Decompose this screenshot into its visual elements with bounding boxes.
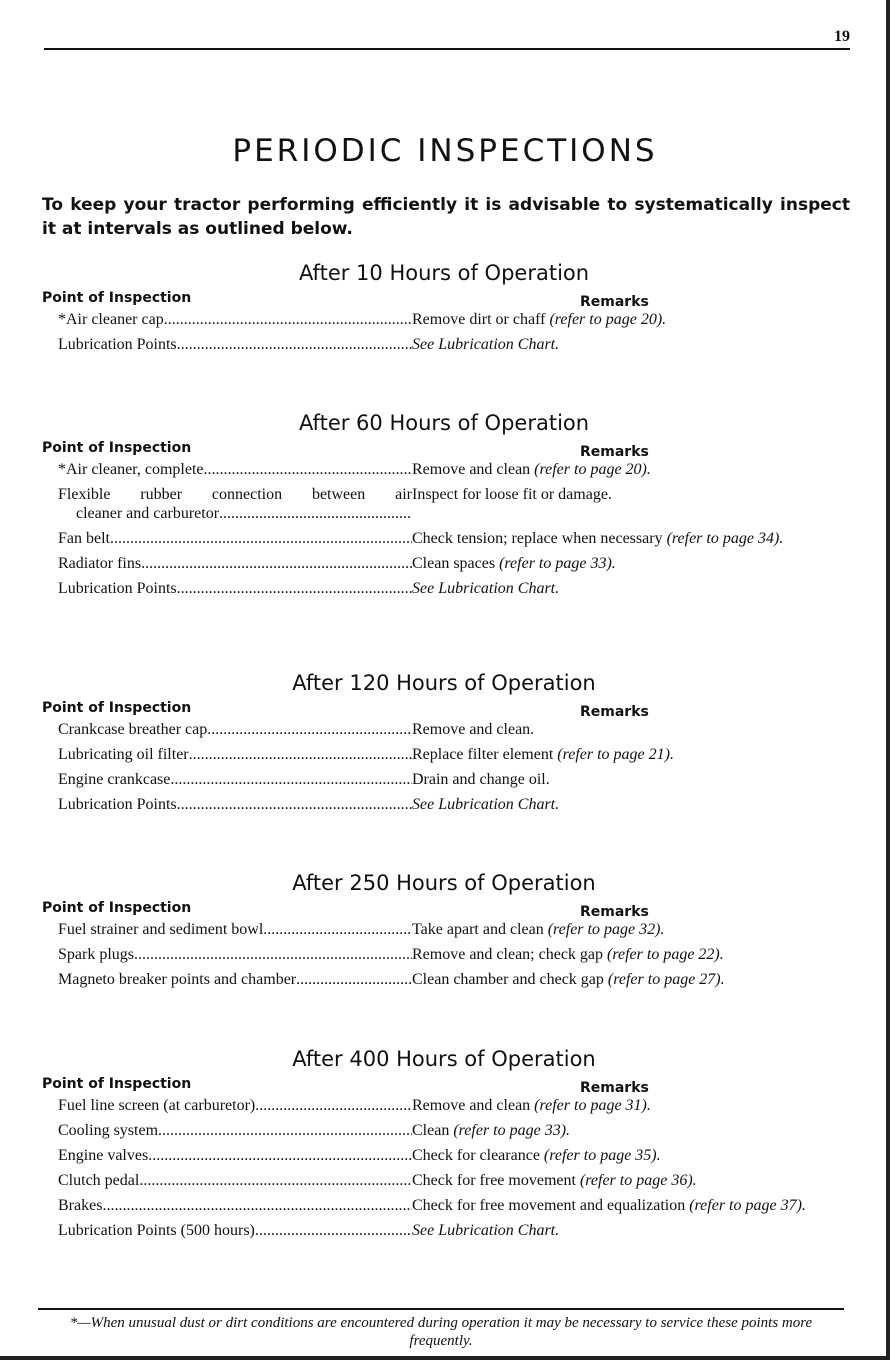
remark-reference: See Lubrication Chart. xyxy=(412,580,560,597)
col-point-header: Point of Inspection xyxy=(42,290,192,306)
inspection-remark xyxy=(412,720,848,739)
inspection-point-name: Fuel strainer and sediment bowl xyxy=(58,921,264,938)
inspection-row xyxy=(40,460,848,479)
inspection-row xyxy=(40,1221,848,1240)
leader-dots xyxy=(255,1096,412,1115)
inspection-remark xyxy=(412,554,848,573)
inspection-point-name: Lubrication Points (500 hours) xyxy=(58,1222,255,1239)
remark-text: Check tension; replace when necessary xyxy=(412,530,667,547)
inspection-remark xyxy=(412,1171,848,1190)
col-remarks-header: Remarks xyxy=(580,444,649,460)
remark-reference: (refer to page 21). xyxy=(557,746,674,763)
inspection-point-name: Brakes xyxy=(58,1197,103,1214)
remark-text: Remove dirt or chaff xyxy=(412,311,550,328)
remark-reference: See Lubrication Chart. xyxy=(412,336,560,353)
footnote: *—When unusual dust or dirt conditions are encountered during operation it may be necessary to service these points more frequently. xyxy=(69,1315,813,1349)
top-rule xyxy=(44,48,850,50)
inspection-point xyxy=(40,1121,412,1140)
inspection-row xyxy=(40,1121,848,1140)
inspection-remark xyxy=(412,529,848,548)
remark-text: Remove and clean xyxy=(412,461,535,478)
inspection-point xyxy=(40,335,412,354)
inspection-remark xyxy=(412,310,848,329)
page-number: 19 xyxy=(834,28,850,45)
leader-dots xyxy=(102,1196,412,1215)
leader-dots xyxy=(177,795,412,814)
inspection-remark xyxy=(412,745,848,764)
col-remarks-header: Remarks xyxy=(580,704,649,720)
remark-reference: (refer to page 35). xyxy=(543,1147,661,1164)
inspection-row xyxy=(40,554,848,573)
inspection-remark xyxy=(412,920,848,939)
inspection-point-name: Fan belt xyxy=(58,530,110,547)
remark-reference: (refer to page 27). xyxy=(607,971,725,988)
remark-reference: (refer to page 20). xyxy=(549,311,667,328)
remark-text: Inspect for loose fit or damage. xyxy=(412,486,612,503)
leader-dots xyxy=(219,504,412,523)
inspection-point xyxy=(40,945,412,964)
leader-dots xyxy=(158,1121,412,1140)
remark-text: Clean spaces xyxy=(412,555,500,572)
column-headers xyxy=(40,288,848,310)
inspection-point-name: cleaner and carburetor xyxy=(76,505,220,522)
inspection-point xyxy=(40,529,412,548)
section-heading: After 10 Hours of Operation xyxy=(298,261,590,285)
remark-text: Drain and change oil. xyxy=(412,771,550,788)
col-remarks-header: Remarks xyxy=(580,904,649,920)
section-heading: After 60 Hours of Operation xyxy=(298,411,590,435)
remark-reference: (refer to page 36). xyxy=(579,1172,697,1189)
col-point-header: Point of Inspection xyxy=(42,900,192,916)
col-point-header: Point of Inspection xyxy=(42,700,192,716)
section-60-hours xyxy=(40,408,848,604)
inspection-point xyxy=(40,460,412,479)
inspection-remark xyxy=(412,1196,848,1215)
remark-text: Check for free movement xyxy=(412,1172,580,1189)
section-120-hours xyxy=(40,668,848,820)
inspection-point xyxy=(40,1171,412,1190)
inspection-point xyxy=(40,920,412,939)
intro-paragraph: To keep your tractor performing efficiently it is advisable to systematically inspect it at intervals as outlined below. xyxy=(42,195,850,239)
column-headers xyxy=(40,438,848,460)
inspection-row xyxy=(40,970,848,989)
inspection-point-name: Cooling system xyxy=(58,1122,159,1139)
leader-dots xyxy=(204,460,412,479)
page-edge-shadow xyxy=(886,0,890,1360)
section-400-hours xyxy=(40,1044,848,1246)
page-bottom-shadow xyxy=(0,1356,890,1360)
section-10-hours xyxy=(40,258,848,360)
remark-text: Remove and clean xyxy=(412,1097,535,1114)
inspection-point xyxy=(40,795,412,814)
leader-dots xyxy=(177,579,412,598)
inspection-point xyxy=(40,970,412,989)
inspection-point-name: Engine crankcase xyxy=(58,771,171,788)
section-heading: After 120 Hours of Operation xyxy=(292,671,596,695)
col-point-header: Point of Inspection xyxy=(42,1076,192,1092)
inspection-remark xyxy=(412,579,848,598)
inspection-point xyxy=(40,554,412,573)
inspection-row xyxy=(40,745,848,764)
section-heading: After 400 Hours of Operation xyxy=(292,1047,596,1071)
inspection-point xyxy=(40,770,412,789)
leader-dots xyxy=(263,920,412,939)
column-headers xyxy=(40,698,848,720)
inspection-point xyxy=(40,720,412,739)
bottom-rule xyxy=(38,1308,844,1310)
remark-text: Take apart and clean xyxy=(412,921,548,938)
col-remarks-header: Remarks xyxy=(580,1080,649,1096)
inspection-remark xyxy=(412,335,848,354)
remark-reference: (refer to page 33). xyxy=(453,1122,571,1139)
remark-reference: See Lubrication Chart. xyxy=(412,1222,560,1239)
inspection-remark xyxy=(412,1146,848,1165)
inspection-row xyxy=(40,1196,848,1215)
leader-dots xyxy=(207,720,412,739)
inspection-point-line1: Flexible rubber connection between air xyxy=(58,486,412,503)
inspection-point xyxy=(40,485,412,523)
inspection-point-name: Lubrication Points xyxy=(58,796,177,813)
remark-text: Check for clearance xyxy=(412,1147,544,1164)
inspection-point xyxy=(40,1196,412,1215)
remark-reference: See Lubrication Chart. xyxy=(412,796,560,813)
inspection-remark xyxy=(412,970,848,989)
inspection-point xyxy=(40,1146,412,1165)
leader-dots xyxy=(148,1146,412,1165)
inspection-row xyxy=(40,1171,848,1190)
remark-reference: (refer to page 22). xyxy=(607,946,724,963)
inspection-point xyxy=(40,579,412,598)
inspection-remark xyxy=(412,1096,848,1115)
inspection-point xyxy=(40,310,412,329)
leader-dots xyxy=(189,745,412,764)
inspection-row xyxy=(40,795,848,814)
section-heading: After 250 Hours of Operation xyxy=(292,871,596,895)
inspection-remark xyxy=(412,460,848,479)
remark-reference: (refer to page 31). xyxy=(534,1097,651,1114)
inspection-row xyxy=(40,1146,848,1165)
inspection-point-name: Lubrication Points xyxy=(58,336,177,353)
inspection-point-name: Clutch pedal xyxy=(58,1172,140,1189)
leader-dots xyxy=(255,1221,412,1240)
inspection-row xyxy=(40,720,848,739)
inspection-point xyxy=(40,1096,412,1115)
inspection-remark xyxy=(412,945,848,964)
inspection-point-name: Crankcase breather cap xyxy=(58,721,208,738)
remark-reference: (refer to page 33). xyxy=(499,555,616,572)
remark-text: Replace filter element xyxy=(412,746,558,763)
inspection-row xyxy=(40,1096,848,1115)
leader-dots xyxy=(134,945,412,964)
column-headers xyxy=(40,898,848,920)
inspection-row xyxy=(40,310,848,329)
inspection-point-name: *Air cleaner, complete xyxy=(58,461,204,478)
inspection-point-name: Fuel line screen (at carburetor) xyxy=(58,1097,256,1114)
inspection-row xyxy=(40,920,848,939)
inspection-point-name: Magneto breaker points and chamber xyxy=(58,971,297,988)
inspection-row xyxy=(40,579,848,598)
leader-dots xyxy=(164,310,412,329)
inspection-row xyxy=(40,529,848,548)
inspection-point-name: Lubricating oil filter xyxy=(58,746,189,763)
remark-reference: (refer to page 20). xyxy=(534,461,651,478)
inspection-remark xyxy=(412,795,848,814)
inspection-remark xyxy=(412,485,848,523)
page-title: PERIODIC INSPECTIONS xyxy=(232,132,658,169)
leader-dots xyxy=(139,1171,412,1190)
inspection-point-name: Radiator fins xyxy=(58,555,142,572)
remark-text: Check for free movement and equalization xyxy=(412,1197,690,1214)
inspection-point-name: Lubrication Points xyxy=(58,580,177,597)
inspection-remark xyxy=(412,1221,848,1240)
inspection-row xyxy=(40,335,848,354)
remark-reference: (refer to page 37). xyxy=(689,1197,806,1214)
leader-dots xyxy=(141,554,412,573)
col-point-header: Point of Inspection xyxy=(42,440,192,456)
leader-dots xyxy=(177,335,412,354)
inspection-remark xyxy=(412,770,848,789)
inspection-point-name: Engine valves xyxy=(58,1147,149,1164)
inspection-point-name: *Air cleaner cap xyxy=(58,311,164,328)
column-headers xyxy=(40,1074,848,1096)
remark-reference: (refer to page 34). xyxy=(666,530,784,547)
inspection-remark xyxy=(412,1121,848,1140)
inspection-row xyxy=(40,770,848,789)
remark-text: Clean chamber and check gap xyxy=(412,971,608,988)
remark-reference: (refer to page 32). xyxy=(547,921,665,938)
inspection-point-name: Spark plugs xyxy=(58,946,134,963)
leader-dots xyxy=(170,770,412,789)
leader-dots xyxy=(296,970,412,989)
col-remarks-header: Remarks xyxy=(580,294,649,310)
remark-text: Clean xyxy=(412,1122,454,1139)
inspection-point xyxy=(40,745,412,764)
inspection-row xyxy=(40,485,848,523)
inspection-point xyxy=(40,1221,412,1240)
remark-text: Remove and clean. xyxy=(412,721,535,738)
inspection-row xyxy=(40,945,848,964)
remark-text: Remove and clean; check gap xyxy=(412,946,608,963)
leader-dots xyxy=(110,529,412,548)
section-250-hours xyxy=(40,868,848,995)
